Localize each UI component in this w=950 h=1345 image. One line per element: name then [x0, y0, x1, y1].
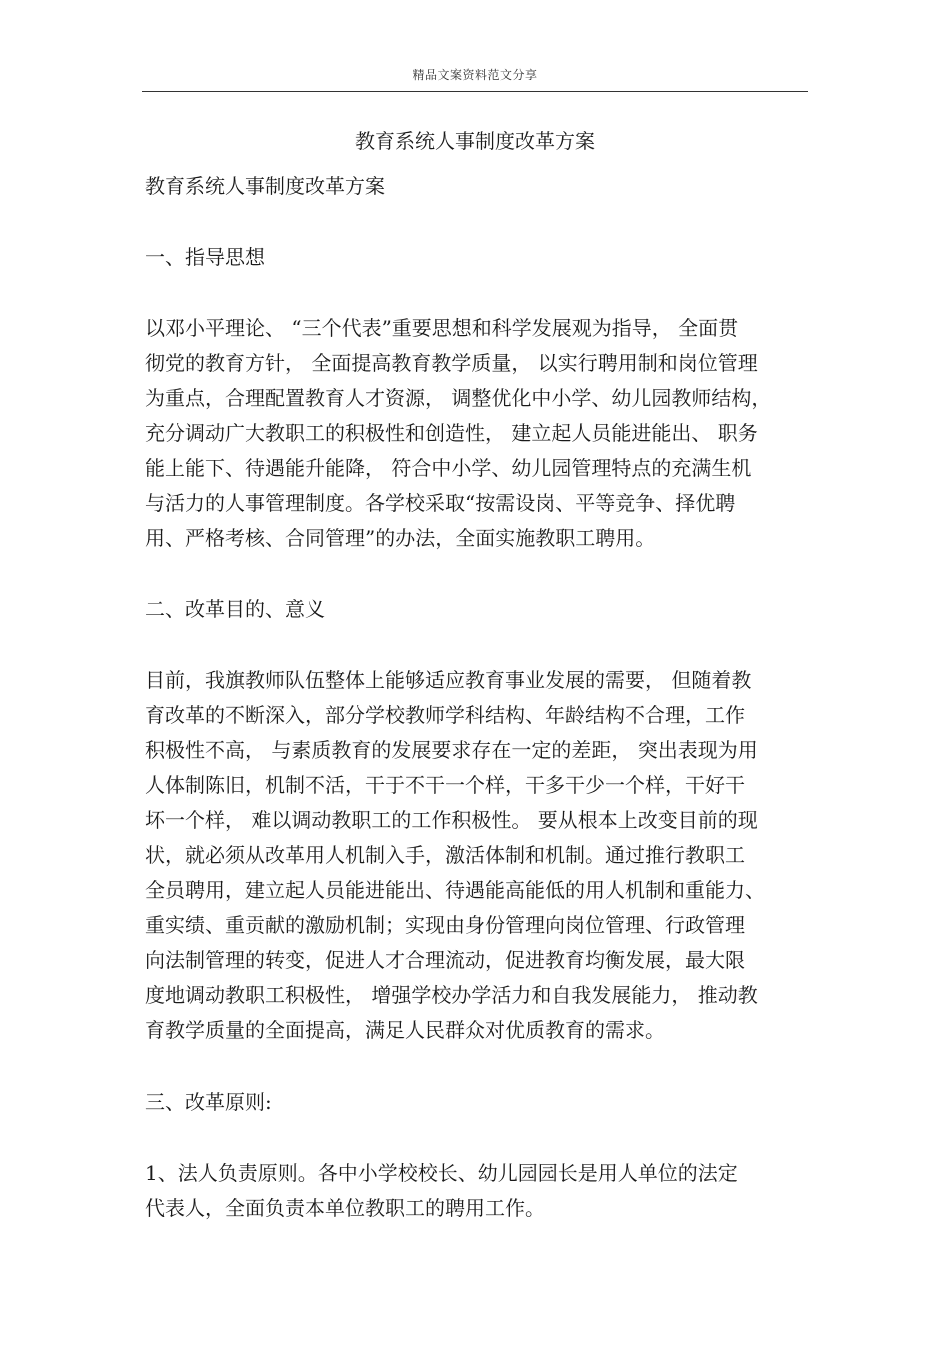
paragraph-line: 能上能下、待遇能升能降， 符合中小学、幼儿园管理特点的充满生机 [145, 456, 752, 480]
section2-paragraph [145, 663, 810, 1048]
paragraph-line: 重实绩、重贡献的激励机制；实现由身份管理向岗位管理、行政管理 [145, 913, 745, 937]
paragraph-line: 充分调动广大教职工的积极性和创造性， 建立起人员能进能出、 职务 [145, 421, 758, 445]
paragraph-line: 向法制管理的转变，促进人才合理流动，促进教育均衡发展，最大限 [145, 948, 745, 972]
paragraph-line: 人体制陈旧，机制不活，干于不干一个样，干多干少一个样，干好干 [145, 773, 745, 797]
paragraph-line: 坏一个样， 难以调动教职工的工作积极性。 要从根本上改变目前的现 [145, 808, 758, 832]
paragraph-line: 与活力的人事管理制度。各学校采取“按需设岗、平等竞争、择优聘 [145, 491, 736, 515]
paragraph-line: 彻党的教育方针， 全面提高教育教学质量， 以实行聘用制和岗位管理 [145, 351, 758, 375]
paragraph-line: 以邓小平理论、 “三个代表”重要思想和科学发展观为指导， 全面贯 [145, 316, 739, 340]
section2-heading: 二、改革目的、意义 [145, 597, 325, 621]
header-text: 精品文案资料范文分享 [412, 68, 538, 82]
paragraph-line: 为重点，合理配置教育人才资源， 调整优化中小学、幼儿园教师结构， [145, 386, 772, 410]
document-subtitle: 教育系统人事制度改革方案 [145, 174, 385, 198]
section3-heading: 三、改革原则: [145, 1090, 272, 1114]
section3-paragraph [145, 1156, 810, 1226]
paragraph-line: 状，就必须从改革用人机制入手，激活体制和机制。通过推行教职工 [145, 843, 745, 867]
paragraph-line: 育教学质量的全面提高，满足人民群众对优质教育的需求。 [145, 1018, 665, 1042]
paragraph-line: 积极性不高， 与素质教育的发展要求存在一定的差距， 突出表现为用 [145, 738, 758, 762]
header-divider [142, 91, 808, 92]
paragraph-line: 育改革的不断深入，部分学校教师学科结构、年龄结构不合理，工作 [145, 703, 745, 727]
paragraph-line: 全员聘用，建立起人员能进能出、待遇能高能低的用人机制和重能力、 [145, 878, 765, 902]
paragraph-line: 代表人，全面负责本单位教职工的聘用工作。 [145, 1196, 545, 1220]
paragraph-line: 用、严格考核、合同管理”的办法，全面实施教职工聘用。 [145, 526, 656, 550]
paragraph-line: 目前，我旗教师队伍整体上能够适应教育事业发展的需要， 但随着教 [145, 668, 752, 692]
paragraph-line: 度地调动教职工积极性， 增强学校办学活力和自我发展能力， 推动教 [145, 983, 758, 1007]
section1-heading: 一、指导思想 [145, 245, 265, 269]
document-title: 教育系统人事制度改革方案 [355, 129, 595, 153]
section1-paragraph [145, 311, 810, 556]
paragraph-line: 1、法人负责原则。各中小学校校长、幼儿园园长是用人单位的法定 [145, 1161, 738, 1185]
